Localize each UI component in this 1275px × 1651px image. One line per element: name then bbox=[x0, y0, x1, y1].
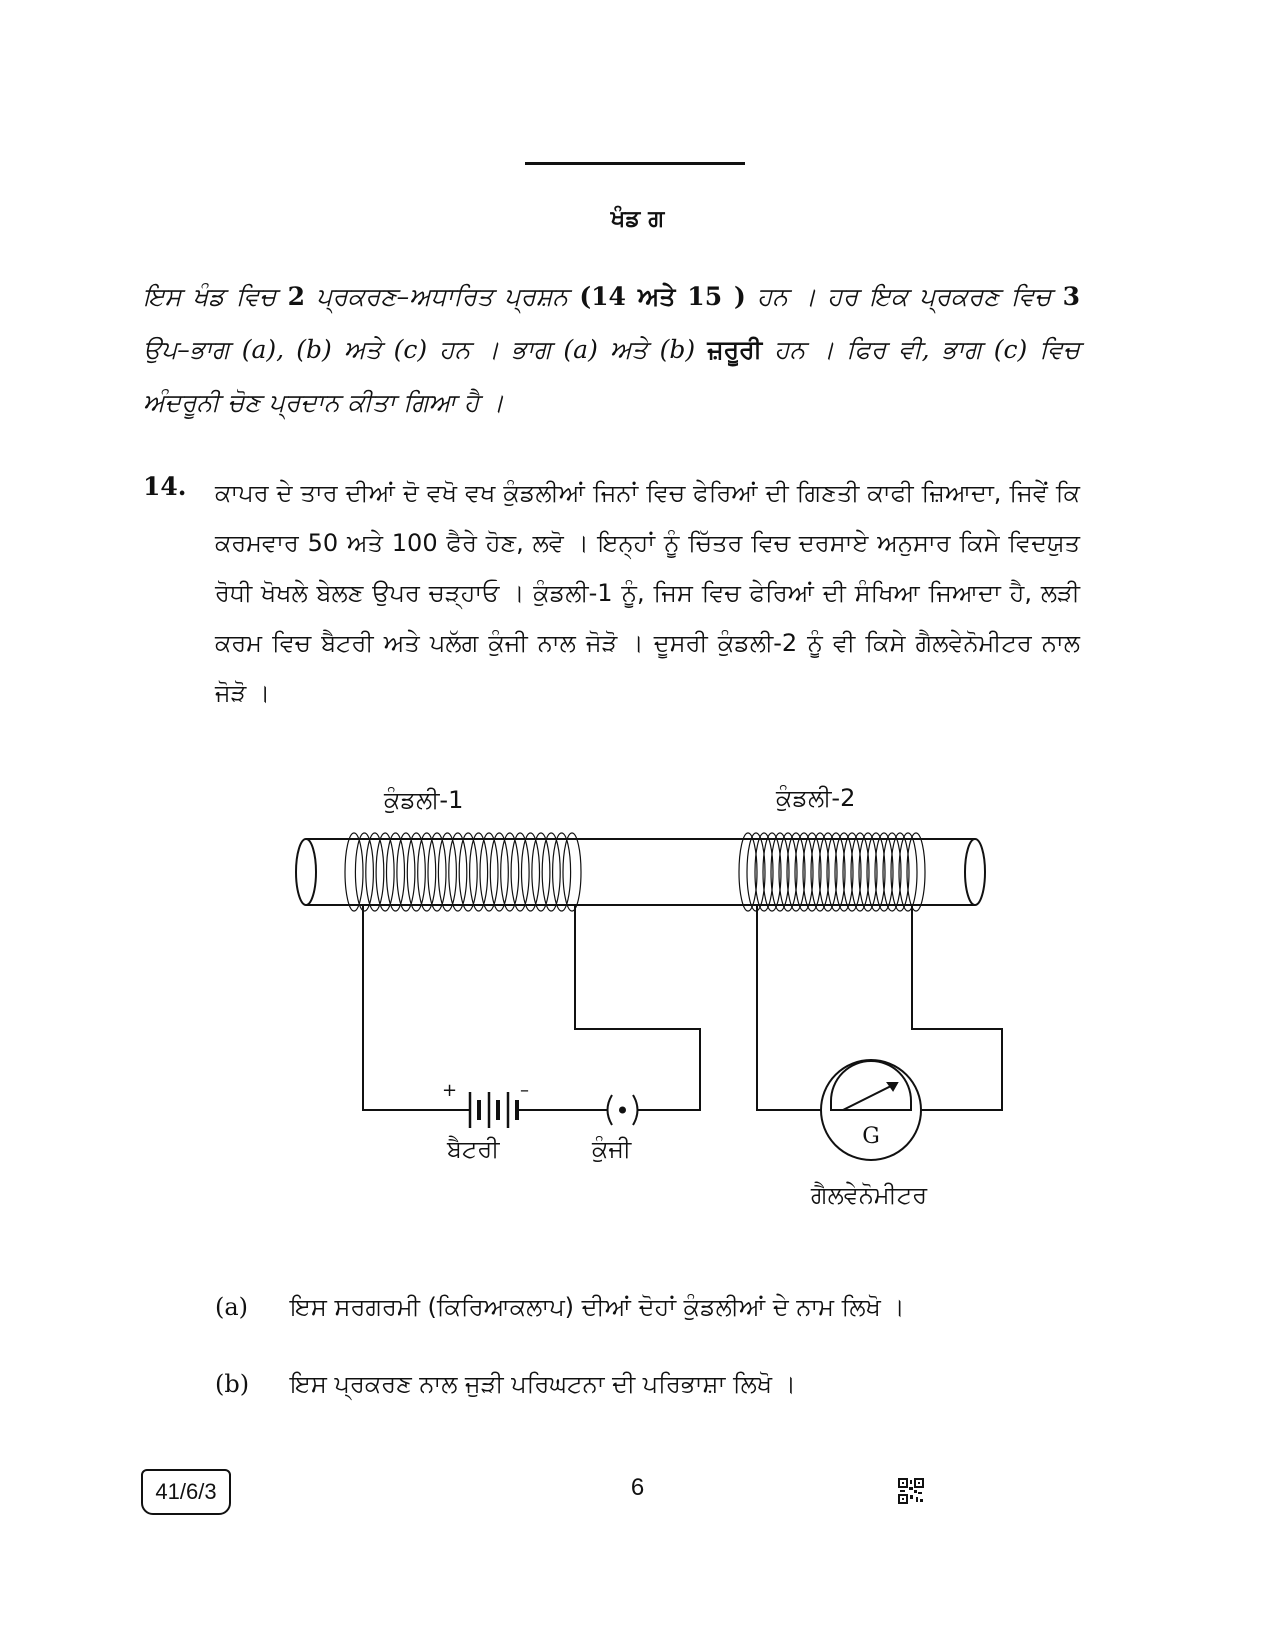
battery-plus: + bbox=[442, 1080, 458, 1101]
coil-turn bbox=[867, 833, 885, 911]
coil-turn bbox=[803, 833, 821, 911]
coil-turn bbox=[449, 833, 467, 911]
coil-turn bbox=[418, 833, 436, 911]
coil-turn bbox=[755, 833, 773, 911]
coil-turn bbox=[835, 833, 853, 911]
coil-turn bbox=[763, 833, 781, 911]
sub-question-b bbox=[215, 1370, 796, 1398]
qr-code-icon bbox=[898, 1478, 924, 1504]
coil-turn bbox=[899, 833, 917, 911]
coil-turn bbox=[470, 833, 488, 911]
battery-minus: – bbox=[520, 1080, 529, 1101]
galvanometer-label: ਗੈਲਵੇਨੋਮੀਟਰ bbox=[810, 1181, 928, 1209]
coil-turn bbox=[532, 833, 550, 911]
coil-turn bbox=[739, 833, 757, 911]
section-instructions: ਇਸ ਖੰਡ ਵਿਚ 2 ਪ੍ਰਕਰਣ–ਅਧਾਰਿਤ ਪ੍ਰਸ਼ਨ (14 ਅਤੇ 15 ) ਹਨ । ਹਰ ਇਕ ਪ੍ਰਕਰਣ ਵਿਚ 3 ਉਪ–ਭਾਗ (a), (b) ਅਤੇ (c) ਹਨ । ਭਾਗ (a) ਅਤੇ (b) ਜ਼ਰੂਰੀ ਹਨ । ਫਿਰ ਵੀ, ਭਾਗ (c) ਵਿਚ ਅੰਦਰੂਨੀ ਚੋਣ ਪ੍ਰਦਾਨ ਕੀਤਾ ਗਿਆ ਹੈ । bbox=[143, 282, 1080, 417]
coil-turn bbox=[819, 833, 837, 911]
page-number: 6 bbox=[630, 1474, 645, 1501]
coil-turn bbox=[827, 833, 845, 911]
coil-turn bbox=[851, 833, 869, 911]
coil-turn bbox=[747, 833, 765, 911]
battery-label: ਬੈਟਰੀ bbox=[447, 1135, 500, 1163]
section-title: ਖੰਡ ਗ bbox=[610, 206, 665, 232]
coil-turn bbox=[811, 833, 829, 911]
coil-turn bbox=[907, 833, 925, 911]
sub-question-b-text: ਇਸ ਪ੍ਰਕਰਣ ਨਾਲ ਜੁੜੀ ਪਰਿਘਟਨਾ ਦੀ ਪਰਿਭਾਸ਼ਾ ਲਿਖੋ । bbox=[290, 1370, 796, 1398]
question-text: ਕਾਪਰ ਦੇ ਤਾਰ ਦੀਆਂ ਦੋ ਵਖੋ ਵਖ ਕੁੰਡਲੀਆਂ ਜਿਨਾਂ ਵਿਚ ਫੇਰਿਆਂ ਦੀ ਗਿਣਤੀ ਕਾਫੀ ਜ਼ਿਆਦਾ, ਜਿਵੇਂ ਕਿ ਕਰਮਵਾਰ 50 ਅਤੇ 100 ਫੈਰੇ ਹੋਣ, ਲਵੋ । ਇਨ੍ਹਾਂ ਨੂੰ ਚਿੱਤਰ ਵਿਚ ਦਰਸਾਏ ਅਨੁਸਾਰ ਕਿਸੇ ਵਿਦਯੁਤ ਰੋਧੀ ਖੋਖਲੇ ਬੇਲਣ ਉਪਰ ਚੜ੍ਹਾਓ । ਕੁੰਡਲੀ-1 ਨੂੰ, ਜਿਸ ਵਿਚ ਫੇਰਿਆਂ ਦੀ ਸੰਖਿਆ ਜਿਆਦਾ ਹੈ, ਲੜੀ ਕਰਮ ਵਿਚ ਬੈਟਰੀ ਅਤੇ ਪਲੱਗ ਕੁੰਜੀ ਨਾਲ ਜੋੜੋ । ਦੂਸਰੀ ਕੁੰਡਲੀ-2 ਨੂੰ ਵੀ ਕਿਸੇ ਗੈਲਵੇਨੋਮੀਟਰ ਨਾਲ ਜੋੜੋ । bbox=[215, 479, 1080, 707]
coil-turn bbox=[787, 833, 805, 911]
paper-code: 41/6/3 bbox=[141, 1469, 231, 1515]
coil-turn bbox=[511, 833, 529, 911]
coil-turn bbox=[438, 833, 456, 911]
coil-turn bbox=[428, 833, 446, 911]
coil-turn bbox=[779, 833, 797, 911]
coil-turn bbox=[355, 833, 373, 911]
coil-2-label: ਕੁੰਡਲੀ-2 bbox=[776, 784, 856, 812]
question-number: 14. bbox=[143, 472, 187, 501]
hollow-cylinder bbox=[296, 839, 985, 905]
key-label: ਕੁੰਜੀ bbox=[592, 1135, 632, 1163]
coil-turn bbox=[542, 833, 560, 911]
coil-2 bbox=[739, 833, 925, 911]
coil-turn bbox=[883, 833, 901, 911]
coil-turn bbox=[553, 833, 571, 911]
coil-turn bbox=[490, 833, 508, 911]
sub-question-b-label: (b) bbox=[215, 1370, 250, 1398]
circuit-2-wire bbox=[757, 905, 822, 1110]
galvanometer-symbol: G bbox=[862, 1124, 880, 1149]
coil-turn bbox=[376, 833, 394, 911]
coil-turn bbox=[563, 833, 581, 911]
coil-turn bbox=[875, 833, 893, 911]
coil-turn bbox=[795, 833, 813, 911]
coil-turn bbox=[859, 833, 877, 911]
coil-1 bbox=[345, 833, 581, 911]
coil-turn bbox=[522, 833, 540, 911]
circuit-1-wire-return bbox=[575, 905, 700, 1110]
sub-question-a bbox=[215, 1293, 905, 1321]
sub-question-a-text: ਇਸ ਸਰਗਰਮੀ (ਕਿਰਿਆਕਲਾਪ) ਦੀਆਂ ਦੋਹਾਂ ਕੁੰਡਲੀਆਂ ਦੇ ਨਾਮ ਲਿਖੋ । bbox=[290, 1293, 905, 1321]
coil-turn bbox=[891, 833, 909, 911]
coil-turn bbox=[843, 833, 861, 911]
coil-1-label: ਕੁੰਡਲੀ-1 bbox=[384, 786, 464, 814]
coil-turn bbox=[480, 833, 498, 911]
sub-question-a-label: (a) bbox=[215, 1293, 249, 1321]
coil-turn bbox=[501, 833, 519, 911]
coil-turn bbox=[345, 833, 363, 911]
circuit-2-wire-return bbox=[912, 905, 1002, 1110]
coil-turn bbox=[366, 833, 384, 911]
coil-turn bbox=[387, 833, 405, 911]
coil-turn bbox=[459, 833, 477, 911]
plug-key-icon bbox=[608, 1095, 638, 1125]
coil-turn bbox=[771, 833, 789, 911]
coil-turn bbox=[407, 833, 425, 911]
battery-icon bbox=[460, 1092, 527, 1128]
coil-turn bbox=[397, 833, 415, 911]
